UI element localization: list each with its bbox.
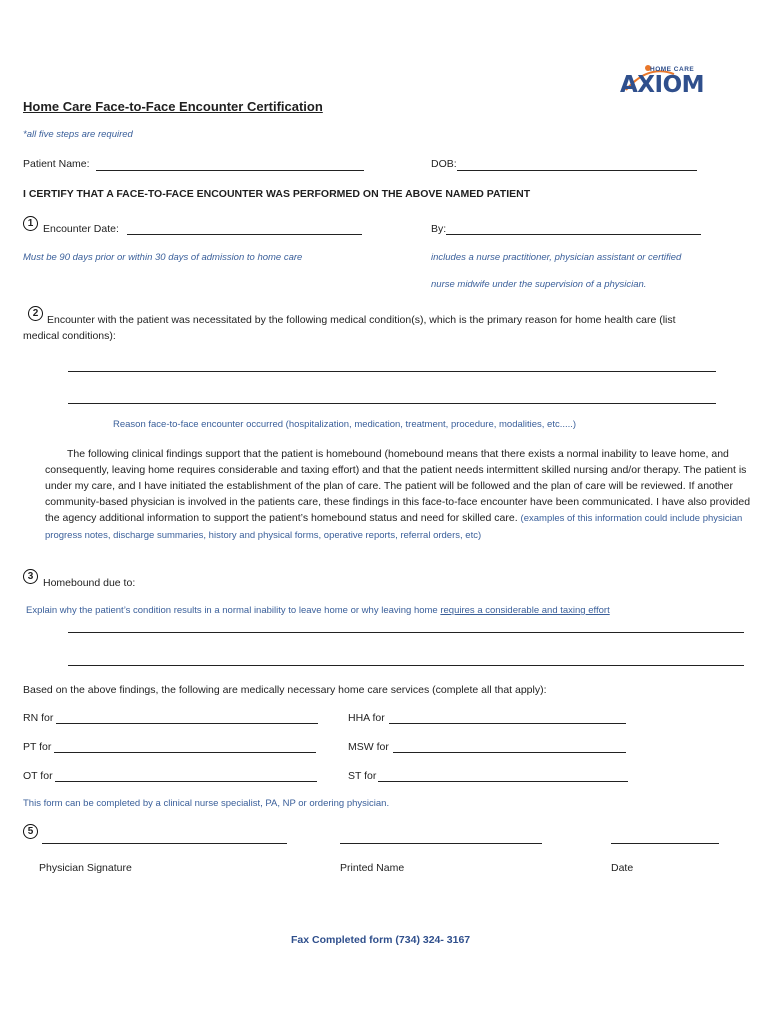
rn-field[interactable] (56, 723, 318, 724)
homebound-field-1[interactable] (68, 632, 744, 633)
logo-subtitle: HOME CARE (650, 66, 695, 73)
clinical-findings-paragraph (45, 446, 755, 544)
rn-label: RN for (23, 712, 54, 724)
printed-name-field[interactable] (340, 843, 542, 844)
hha-field[interactable] (389, 723, 626, 724)
step-2-badge: 2 (28, 306, 43, 321)
homebound-note-underlined: requires a considerable and taxing effort (440, 605, 610, 616)
step-1-badge: 1 (23, 216, 38, 231)
msw-label: MSW for (348, 741, 389, 753)
homebound-label: Homebound due to: (43, 577, 136, 589)
patient-name-label: Patient Name: (23, 158, 90, 170)
ot-field[interactable] (55, 781, 317, 782)
services-intro: Based on the above findings, the following are medically necessary home care services (complete all that apply): (23, 684, 547, 696)
patient-name-field[interactable] (96, 170, 364, 171)
step-3-badge: 3 (23, 569, 38, 584)
encounter-date-label: Encounter Date: (43, 223, 119, 235)
hha-label: HHA for (348, 712, 385, 724)
page-title: Home Care Face-to-Face Encounter Certification (23, 99, 323, 114)
by-note-line-1: includes a nurse practitioner, physician assistant or certified (431, 252, 682, 263)
encounter-date-note: Must be 90 days prior or within 30 days of admission to home care (23, 252, 303, 263)
physician-signature-field[interactable] (42, 843, 287, 844)
msw-field[interactable] (393, 752, 626, 753)
certify-statement: I CERTIFY THAT A FACE-TO-FACE ENCOUNTER WAS PERFORMED ON THE ABOVE NAMED PATIENT (23, 188, 531, 200)
pt-label: PT for (23, 741, 52, 753)
by-label: By: (431, 223, 447, 235)
reason-note: Reason face-to-face encounter occurred (hospitalization, medication, treatment, procedure, modalities, etc.....) (113, 419, 577, 430)
encounter-date-field[interactable] (127, 234, 362, 235)
dob-label: DOB: (431, 158, 457, 170)
complete-note: This form can be completed by a clinical nurse specialist, PA, NP or ordering physician. (23, 798, 390, 809)
ot-label: OT for (23, 770, 53, 782)
step-2-text-line-2: medical conditions): (23, 330, 116, 342)
clinical-findings-text: The following clinical findings support that the patient is homebound (homebound means that there exists a normal inability to leave home, and consequently, leaving home requires considerable and taxing effort) and that the patient needs intermittent skilled nursing and/or therapy. The patient is under my care, and I have initiated the establishment of the plan of care. The patient will be followed and the plan of care will be reviewed. If another community-based physician is involved in the patients care, these findings in this face-to-face encounter have been communicated. I have also provided the agency additional information to support the patient’s homebound status and need for skilled care. (45, 448, 751, 524)
fax-footer: Fax Completed form (734) 324- 3167 (291, 934, 471, 946)
homebound-field-2[interactable] (68, 665, 744, 666)
pt-field[interactable] (54, 752, 316, 753)
printed-name-label: Printed Name (340, 862, 405, 874)
required-note: *all five steps are required (23, 129, 133, 140)
date-label: Date (611, 862, 634, 874)
st-label: ST for (348, 770, 377, 782)
by-field[interactable] (446, 234, 701, 235)
step-2-text-line-1: Encounter with the patient was necessitated by the following medical condition(s), which is the primary reason for home health care (list (47, 314, 676, 326)
clinical-findings-note: (examples of this information could include physician progress notes, discharge summaries, history and physical forms, operative reports, referral orders, etc) (45, 513, 743, 541)
homebound-note (26, 605, 610, 616)
medical-condition-field-1[interactable] (68, 371, 716, 372)
logo-wordmark: AXIOM (620, 72, 705, 98)
date-field[interactable] (611, 843, 719, 844)
by-note-line-2: nurse midwife under the supervision of a physician. (431, 279, 647, 290)
st-field[interactable] (378, 781, 628, 782)
physician-signature-label: Physician Signature (39, 862, 132, 874)
step-5-badge: 5 (23, 824, 38, 839)
homebound-note-text: Explain why the patient’s condition results in a normal inability to leave home or why leaving home (26, 605, 441, 616)
medical-condition-field-2[interactable] (68, 403, 716, 404)
dob-field[interactable] (457, 170, 697, 171)
